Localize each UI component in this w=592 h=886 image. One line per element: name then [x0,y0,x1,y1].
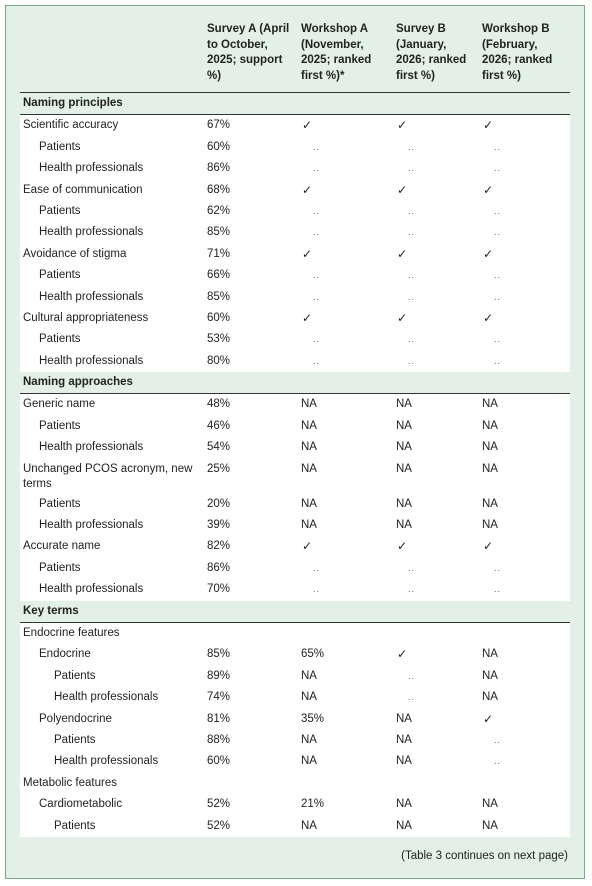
cell-col4: NA [482,819,498,832]
row-label: Health professionals [54,691,159,704]
table-panel [5,5,585,879]
cell-col4: ✓ [483,539,494,554]
table-row [20,437,570,458]
row-label: Patients [39,204,81,217]
cell-col4: .. [494,291,502,302]
cell-col1: 60% [207,755,231,768]
table-row [20,773,570,794]
row-label: Cardiometabolic [39,798,123,811]
cell-col4: .. [494,227,502,238]
table-row [20,115,570,136]
cell-col3: .. [408,227,416,238]
cell-col1: 39% [207,519,231,532]
cell-col3: .. [408,584,416,595]
cell-col3: .. [408,355,416,366]
cell-col3: NA [396,519,412,532]
cell-col4: .. [494,334,502,345]
table-header [20,16,570,93]
cell-col4: .. [494,270,502,281]
cell-col3: NA [396,441,412,454]
cell-col4: NA [482,441,498,454]
cell-col1: 85% [207,226,231,239]
table-body [20,93,570,837]
cell-col3: NA [396,462,412,475]
row-label: Health professionals [39,354,144,367]
cell-col1: 88% [207,733,231,746]
table-row [20,416,570,437]
cell-col1: 82% [207,540,231,553]
cell-col1: 70% [207,583,231,596]
cell-col1: 62% [207,204,231,217]
cell-col1: 74% [207,691,231,704]
cell-col3: NA [396,798,412,811]
cell-col3: .. [408,334,416,345]
cell-col2: NA [301,733,317,746]
cell-col1: 67% [207,119,231,132]
cell-col2: NA [301,441,317,454]
cell-col3: .. [408,692,416,703]
table-row [20,644,570,665]
table-row [20,287,570,308]
row-label: Patients [39,561,81,574]
table-row [20,351,570,372]
row-label: Cultural appropriateness [23,311,149,324]
table-row [20,751,570,772]
table-continuation-note: (Table 3 continues on next page) [401,850,568,862]
cell-col1: 53% [207,333,231,346]
row-label: Metabolic features [23,776,117,789]
table-row [20,816,570,837]
cell-col4: NA [482,798,498,811]
cell-col3: ✓ [397,647,408,662]
cell-col1: 85% [207,648,231,661]
cell-col3: .. [408,205,416,216]
row-label: Health professionals [39,226,144,239]
cell-col3: ✓ [397,310,408,325]
table-row [20,308,570,329]
cell-col4: ✓ [483,182,494,197]
cell-col1: 68% [207,183,231,196]
cell-col4: ✓ [483,310,494,325]
row-label: Ease of communication [23,183,143,196]
table-row [20,158,570,179]
cell-col1: 86% [207,162,231,175]
row-label: Accurate name [23,540,101,553]
cell-col2: 65% [301,648,325,661]
cell-col4: NA [482,648,498,661]
table-row [20,265,570,286]
section-header [20,93,570,115]
cell-col2: NA [301,419,317,432]
header-workshop-a: Workshop A (November, 2025; ranked first %)* [301,23,372,82]
table-row [20,579,570,600]
cell-col3: ✓ [397,118,408,133]
cell-col4: .. [494,562,502,573]
cell-col4: NA [482,398,498,411]
row-label: Patients [39,140,81,153]
cell-col3: .. [408,562,416,573]
section-label: Naming principles [23,97,123,109]
header-survey-b: Survey B (January, 2026; ranked first %) [396,23,467,82]
cell-col3: .. [408,141,416,152]
cell-col4: NA [482,519,498,532]
cell-col2: NA [301,398,317,411]
cell-col2: NA [301,497,317,510]
cell-col3: .. [408,163,416,174]
cell-col2: ✓ [302,246,313,261]
cell-col2: .. [313,291,321,302]
cell-col1: 48% [207,398,231,411]
table-row [20,558,570,579]
cell-col2: .. [313,141,321,152]
cell-col2: .. [313,355,321,366]
cell-col4: .. [494,205,502,216]
row-label: Health professionals [39,441,144,454]
cell-col3: NA [396,497,412,510]
cell-col3: ✓ [397,246,408,261]
row-label: Patients [54,669,96,682]
cell-col1: 20% [207,497,231,510]
cell-col1: 25% [207,462,231,475]
row-label: Patients [39,419,81,432]
table-row [20,536,570,557]
row-label: Health professionals [39,162,144,175]
cell-col1: 71% [207,247,231,260]
table-row [20,244,570,265]
row-label: Endocrine features [23,626,120,639]
table-row [20,329,570,350]
table-row [20,687,570,708]
row-label: Patients [39,333,81,346]
cell-col4: .. [494,756,502,767]
cell-col3: .. [408,270,416,281]
table-row [20,394,570,415]
cell-col2: ✓ [302,310,313,325]
cell-col2: 35% [301,712,325,725]
cell-col2: ✓ [302,539,313,554]
cell-col4: .. [494,355,502,366]
table-row [20,201,570,222]
cell-col1: 52% [207,819,231,832]
row-label: Patients [39,497,81,510]
cell-col2: NA [301,691,317,704]
row-label: Health professionals [39,583,144,596]
table-row [20,730,570,751]
header-survey-a: Survey A (April to October, 2025; support %) [207,23,290,82]
cell-col3: NA [396,712,412,725]
cell-col3: ✓ [397,539,408,554]
row-label: Health professionals [54,755,159,768]
table-row [20,794,570,815]
row-label: Patients [54,733,96,746]
cell-col2: ✓ [302,118,313,133]
table-row [20,222,570,243]
row-label: Generic name [23,398,96,411]
cell-col2: .. [313,163,321,174]
table-row [20,709,570,730]
section-label: Key terms [23,604,79,617]
cell-col3: NA [396,419,412,432]
cell-col4: .. [494,163,502,174]
cell-col3: NA [396,733,412,746]
row-label: Patients [39,269,81,282]
cell-col4: NA [482,462,498,475]
cell-col2: NA [301,755,317,768]
cell-col2: 21% [301,798,325,811]
cell-col1: 52% [207,798,231,811]
cell-col4: NA [482,669,498,682]
table-row [20,459,570,494]
cell-col2: NA [301,519,317,532]
cell-col2: .. [313,205,321,216]
cell-col4: NA [482,497,498,510]
cell-col3: NA [396,819,412,832]
table-row [20,666,570,687]
cell-col4: .. [494,141,502,152]
cell-col4: ✓ [483,246,494,261]
table-row [20,515,570,536]
section-label: Naming approaches [23,376,133,389]
cell-col1: 46% [207,419,231,432]
cell-col1: 80% [207,354,231,367]
cell-col1: 60% [207,140,231,153]
cell-col3: NA [396,398,412,411]
cell-col1: 86% [207,561,231,574]
table-row [20,623,570,644]
cell-col2: NA [301,669,317,682]
cell-col4: NA [482,419,498,432]
cell-col4: .. [494,734,502,745]
table-row [20,137,570,158]
cell-col2: .. [313,562,321,573]
cell-col2: .. [313,584,321,595]
cell-col1: 89% [207,669,231,682]
header-workshop-b: Workshop B (February, 2026; ranked first %) [482,23,553,82]
cell-col1: 66% [207,269,231,282]
table-row [20,180,570,201]
table-row [20,494,570,515]
cell-col4: NA [482,691,498,704]
cell-col4: .. [494,584,502,595]
cell-col3: .. [408,670,416,681]
cell-col1: 60% [207,311,231,324]
cell-col2: NA [301,819,317,832]
row-label: Endocrine [39,648,91,661]
cell-col2: ✓ [302,182,313,197]
cell-col2: .. [313,334,321,345]
cell-col2: .. [313,270,321,281]
cell-col2: .. [313,227,321,238]
row-label: Health professionals [39,519,144,532]
row-label: Health professionals [39,290,144,303]
section-header [20,601,570,623]
cell-col3: .. [408,291,416,302]
cell-col2: NA [301,462,317,475]
cell-col1: 85% [207,290,231,303]
cell-col4: ✓ [483,711,494,726]
section-header [20,372,570,394]
row-label: Patients [54,819,96,832]
cell-col3: ✓ [397,182,408,197]
cell-col1: 81% [207,712,231,725]
cell-col4: ✓ [483,118,494,133]
row-label: Scientific accuracy [23,119,119,132]
cell-col1: 54% [207,441,231,454]
row-label: Unchanged PCOS acronym, new terms [23,462,193,490]
row-label: Polyendocrine [39,712,112,725]
cell-col3: NA [396,755,412,768]
row-label: Avoidance of stigma [23,247,127,260]
